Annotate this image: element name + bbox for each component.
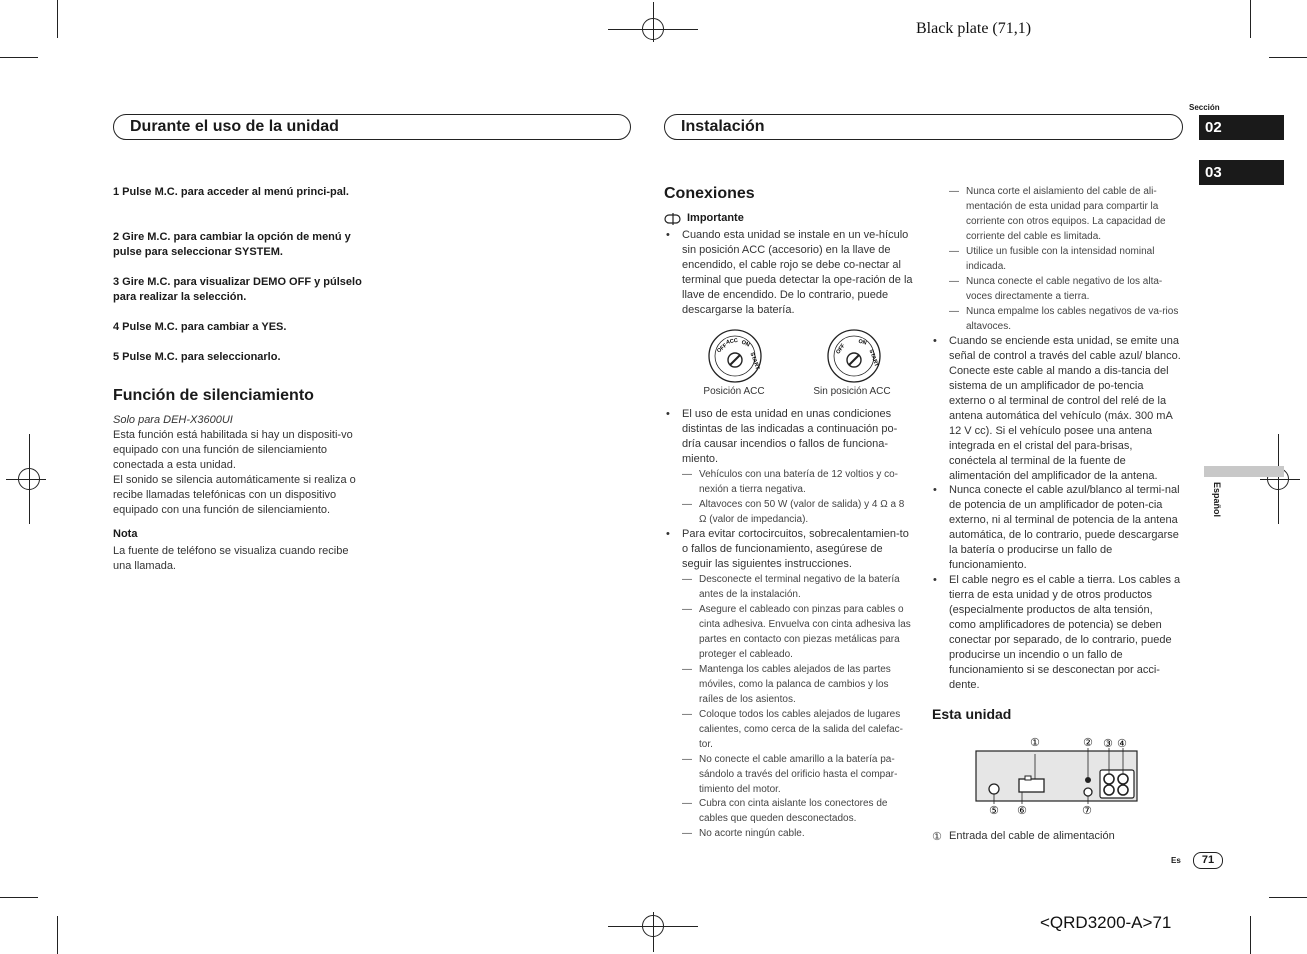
mute-model: Solo para DEH-X3600UI [113,414,233,426]
plate-label: Black plate (71,1) [916,20,1032,37]
footer-language: Es [1171,856,1181,865]
legend-text: Entrada del cable de alimentación [949,830,1115,842]
connections-title: Conexiones [664,185,755,202]
step-5: 5 Pulse M.C. para seleccionarlo. [113,351,281,363]
step-1: 1 Pulse M.C. para acceder al menú princi-pal. [113,186,349,198]
dash-moving: — Mantenga los cables alejados de las partes móviles, como la palanca de cambios y los raíles de los asientos. [682,662,914,707]
step-3: 3 Gire M.C. para visualizar DEMO OFF y púlselo para realizar la selección. [113,276,362,303]
registration-mark-line [653,912,654,952]
callout-6: ⑥ [1017,804,1027,817]
left-section-header: Durante el uso de la unidad [113,114,631,140]
key-off-label: OFF [835,342,847,356]
crop-mark [1269,897,1307,898]
key-start-label: START [867,348,880,368]
dash-splice: — Nunca empalme los cables negativos de va-rios altavoces. [949,304,1181,334]
crop-mark [57,916,58,954]
bullet-conditions: • El uso de esta unidad en unas condiciones distintas de las indicadas a continuación po-dría causar incendios o fallos de funciona-miento. [665,407,915,467]
key-off-label: OFF [716,342,729,355]
dash-battery: — Vehículos con una batería de 12 voltios y co-nexión a tierra negativa. [682,467,914,497]
step-2: 2 Gire M.C. para cambiar la opción de menú y pulse para seleccionar SYSTEM. [113,231,351,258]
section-tab-02: 02 [1199,115,1284,140]
registration-mark-line [6,479,46,480]
legend-number: ① [932,830,942,843]
note-text: La fuente de teléfono se visualiza cuando recibe una llamada. [113,545,349,572]
registration-mark-line [1260,479,1300,480]
dash-speakers: — Altavoces con 50 W (valor de salida) y 4 Ω a 8 Ω (valor de impedancia). [682,497,914,527]
step-4: 4 Pulse M.C. para cambiar a YES. [113,321,287,333]
bullet-blue-white: • Nunca conecte el cable azul/blanco al termi-nal de potencia de un amplificador de poten-cia externo, ni al terminal de potencia de la antena automática, de lo contrario, puede descargarse la batería o producirse un fallo de funcionamiento. [932,483,1182,573]
mute-paragraph-1: Esta función está habilitada si hay un dispositi-vo equipado con una función de silenciamiento conectada a esta unidad. [113,429,353,471]
bullet-shortcircuit: • Para evitar cortocircuitos, sobrecalentamien-to o fallos de funcionamiento, asegúrese de seguir las siguientes instrucciones. [665,527,915,572]
registration-mark-line [653,2,654,42]
dash-secure: — Asegure el cableado con pinzas para cables o cinta adhesiva. Envuelva con cinta adhesiva las partes en contacto con piezas metálicas para proteger el cableado. [682,602,914,662]
mute-title: Función de silenciamiento [113,387,314,404]
crop-mark [0,57,38,58]
callout-7: ⑦ [1082,804,1092,817]
section-tab-03: 03 [1199,160,1284,185]
dash-disconnect: — Desconecte el terminal negativo de la batería antes de la instalación. [682,572,914,602]
caption-acc: Posición ACC [703,386,765,397]
mute-paragraph-2: El sonido se silencia automáticamente si realiza o recibe llamadas telefónicas con un dispositivo equipado con una función de silenciamiento. [113,474,356,516]
right-section-header: Instalación [664,114,1183,140]
language-label: Español [1212,482,1222,518]
bullet-black-cable: • El cable negro es el cable a tierra. Los cables a tierra de esta unidad y de otros productos (especialmente productos de alta tensión, como amplificadores de potencia) se deben conectar por separado, de lo contrario, puede producirse un incendio o un fallo de funcionamiento si se desconectan por acci-dente. [932,573,1182,693]
callout-3: ③ [1103,737,1113,750]
crop-mark [1250,916,1251,954]
unit-title: Esta unidad [932,706,1012,722]
crop-mark [0,897,38,898]
important-label: Importante [687,212,744,224]
crop-mark [1250,0,1251,38]
crop-mark [1269,57,1307,58]
dash-hot: — Coloque todos los cables alejados de lugares calientes, como cerca de la salida del calefac-tor. [682,707,914,752]
language-bar [1204,466,1284,477]
callout-2: ② [1083,736,1093,749]
bullet-control-signal: • Cuando se enciende esta unidad, se emite una señal de control a través del cable azul/ blanco. Conecte este cable al mando a dis-tancia del sistema de un amplificador de po-tencia externo o al terminal de control del relé de la antena automática del vehículo (máx. 300 mA 12 V cc). Si el vehículo posee una antena integrada en el cristal del para-brisas, conéctela al terminal de la fuente de alimentación del amplificador de la antena. [932,334,1182,484]
note-title: Nota [113,528,138,540]
registration-mark-line [29,434,30,524]
key-on-label: ON [857,338,868,347]
important-icon [664,212,682,224]
section-label: Sección [1189,103,1220,112]
callout-4: ④ [1117,737,1127,750]
callout-5: ⑤ [989,804,999,817]
key-start-label: START [748,351,761,371]
page-number: 71 [1193,852,1223,869]
caption-no-acc: Sin posición ACC [813,386,891,397]
ignition-acc-icon [707,328,763,384]
registration-mark-line [1278,434,1279,524]
dash-fuse: — Utilice un fusible con la intensidad nominal indicada. [949,244,1181,274]
bullet-acc: • Cuando esta unidad se instale en un ve-hículo sin posición ACC (accesorio) en la llave de encendido, el cable rojo se debe co-nectar al terminal que pueda detectar la ope-ración de la llave de encendido. De lo contrario, puede descargarse la batería. [665,228,915,318]
callout-1: ① [1030,736,1040,749]
key-acc-label: ACC [725,337,739,346]
unit-rear-diagram [970,734,1145,818]
dash-shorten: — No acorte ningún cable. [682,826,914,841]
ignition-no-acc-icon [826,328,882,384]
dash-ground: — Nunca conecte el cable negativo de los alta-voces directamente a tierra. [949,274,1181,304]
dash-cover: — Cubra con cinta aislante los conectores de cables que queden desconectados. [682,796,914,826]
document-code: <QRD3200-A>71 [1040,913,1172,932]
crop-mark [57,0,58,38]
dash-insulation: — Nunca corte el aislamiento del cable de ali-mentación de esta unidad para compartir la corriente con otros equipos. La capacidad de corriente del cable es limitada. [949,184,1181,244]
dash-yellow: — No conecte el cable amarillo a la batería pa-sándolo a través del orificio hasta el compar-timiento del motor. [682,752,914,797]
key-on-label: ON [740,339,751,349]
